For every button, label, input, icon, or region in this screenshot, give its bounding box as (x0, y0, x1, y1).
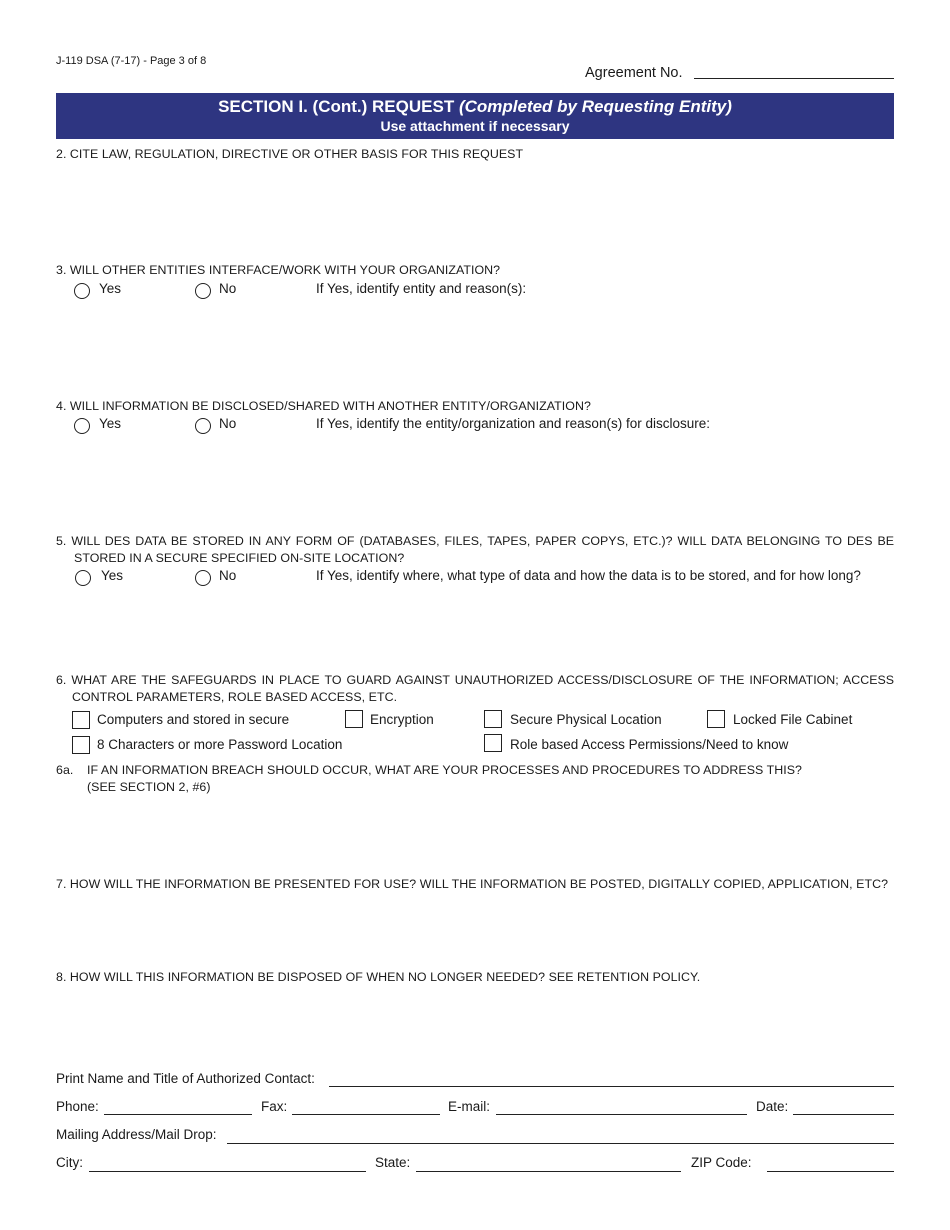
section-title-italic: (Completed by Requesting Entity) (458, 97, 732, 116)
city-label: City: (56, 1155, 83, 1170)
q4-no-label: No (219, 416, 237, 431)
question-7: 7. HOW WILL THE INFORMATION BE PRESENTED FOR USE? WILL THE INFORMATION BE POSTED, DIGITALLY COPIED, APPLICATION, ETC? (56, 877, 889, 891)
section-subtitle: Use attachment if necessary (380, 118, 570, 134)
q5-yes-label: Yes (101, 568, 124, 583)
q3-no-label: No (219, 281, 237, 296)
question-6a-line-2: (SEE SECTION 2, #6) (87, 780, 211, 794)
mailing-address-label: Mailing Address/Mail Drop: (56, 1127, 217, 1142)
agreement-number-label: Agreement No. (585, 65, 683, 81)
phone-label: Phone: (56, 1099, 99, 1114)
question-4: 4. WILL INFORMATION BE DISCLOSED/SHARED WITH ANOTHER ENTITY/ORGANIZATION? (56, 399, 591, 413)
q5-no-label: No (219, 568, 237, 583)
question-5-line-2: STORED IN A SECURE SPECIFIED ON-SITE LOCATION? (74, 551, 405, 565)
mailing-address-field[interactable] (227, 1143, 894, 1144)
safeguard-cabinet-label: Locked File Cabinet (733, 712, 853, 727)
section-title-main: SECTION I. (Cont.) REQUEST (218, 97, 459, 116)
fax-field[interactable] (292, 1114, 440, 1115)
state-label: State: (375, 1155, 411, 1170)
state-field[interactable] (416, 1171, 681, 1172)
q3-yes-radio[interactable] (74, 283, 90, 299)
question-5-answer-area[interactable] (56, 588, 894, 672)
q3-yes-label: Yes (99, 281, 122, 296)
phone-field[interactable] (104, 1114, 252, 1115)
q3-if-yes-prompt: If Yes, identify entity and reason(s): (316, 281, 527, 296)
date-field[interactable] (793, 1114, 894, 1115)
question-6-line-2: CONTROL PARAMETERS, ROLE BASED ACCESS, ETC. (72, 690, 398, 704)
email-label: E-mail: (448, 1099, 491, 1114)
question-6a-line-1: IF AN INFORMATION BREACH SHOULD OCCUR, WHAT ARE YOUR PROCESSES AND PROCEDURES TO ADDRESS THIS? (87, 763, 802, 777)
zip-label: ZIP Code: (691, 1155, 752, 1170)
question-3-answer-area[interactable] (56, 300, 894, 395)
q4-yes-radio[interactable] (74, 418, 90, 434)
q5-if-yes-prompt: If Yes, identify where, what type of data and how the data is to be stored, and for how long? (316, 568, 861, 583)
q5-no-radio[interactable] (195, 570, 211, 586)
contact-name-label: Print Name and Title of Authorized Contact: (56, 1071, 315, 1086)
form-id: J-119 DSA (7-17) - Page 3 of 8 (56, 55, 207, 67)
section-banner (56, 93, 894, 139)
q3-no-radio[interactable] (195, 283, 211, 299)
section-title (56, 97, 894, 117)
safeguard-physical-label: Secure Physical Location (510, 712, 662, 727)
q5-yes-radio[interactable] (75, 570, 91, 586)
question-2: 2. CITE LAW, REGULATION, DIRECTIVE OR OTHER BASIS FOR THIS REQUEST (56, 147, 524, 161)
question-3: 3. WILL OTHER ENTITIES INTERFACE/WORK WITH YOUR ORGANIZATION? (56, 263, 501, 277)
safeguard-computers-label: Computers and stored in secure (97, 712, 290, 727)
safeguard-role-label: Role based Access Permissions/Need to know (510, 737, 789, 752)
question-8: 8. HOW WILL THIS INFORMATION BE DISPOSED OF WHEN NO LONGER NEEDED? SEE RETENTION POLICY. (56, 970, 701, 984)
question-6-line-1: 6. WHAT ARE THE SAFEGUARDS IN PLACE TO GUARD AGAINST UNAUTHORIZED ACCESS/DISCLOSURE OF THE INFORMATION; ACCESS (56, 673, 894, 687)
q4-yes-label: Yes (99, 416, 122, 431)
city-field[interactable] (89, 1171, 366, 1172)
agreement-number-field[interactable] (694, 78, 894, 79)
q4-if-yes-prompt: If Yes, identify the entity/organization and reason(s) for disclosure: (316, 416, 710, 431)
question-6a-number: 6a. (56, 763, 74, 777)
safeguard-physical-checkbox[interactable] (484, 710, 502, 728)
fax-label: Fax: (261, 1099, 288, 1114)
contact-name-field[interactable] (329, 1086, 894, 1087)
safeguard-role-checkbox[interactable] (484, 734, 502, 752)
email-field[interactable] (496, 1114, 747, 1115)
question-7-answer-area[interactable] (56, 895, 894, 967)
question-8-answer-area[interactable] (56, 988, 894, 1063)
safeguard-computers-checkbox[interactable] (72, 711, 90, 729)
question-4-answer-area[interactable] (56, 436, 894, 531)
question-6a-answer-area[interactable] (56, 798, 894, 873)
question-5-line-1: 5. WILL DES DATA BE STORED IN ANY FORM OF (DATABASES, FILES, TAPES, PAPER COPYS, ETC.)? WILL DATA BELONGING TO DES BE (56, 534, 894, 548)
safeguard-encryption-checkbox[interactable] (345, 710, 363, 728)
safeguard-encryption-label: Encryption (370, 712, 434, 727)
safeguard-password-checkbox[interactable] (72, 736, 90, 754)
question-2-answer-area[interactable] (56, 165, 894, 260)
zip-field[interactable] (767, 1171, 894, 1172)
safeguard-cabinet-checkbox[interactable] (707, 710, 725, 728)
date-label: Date: (756, 1099, 789, 1114)
safeguard-password-label: 8 Characters or more Password Location (97, 737, 343, 752)
q4-no-radio[interactable] (195, 418, 211, 434)
